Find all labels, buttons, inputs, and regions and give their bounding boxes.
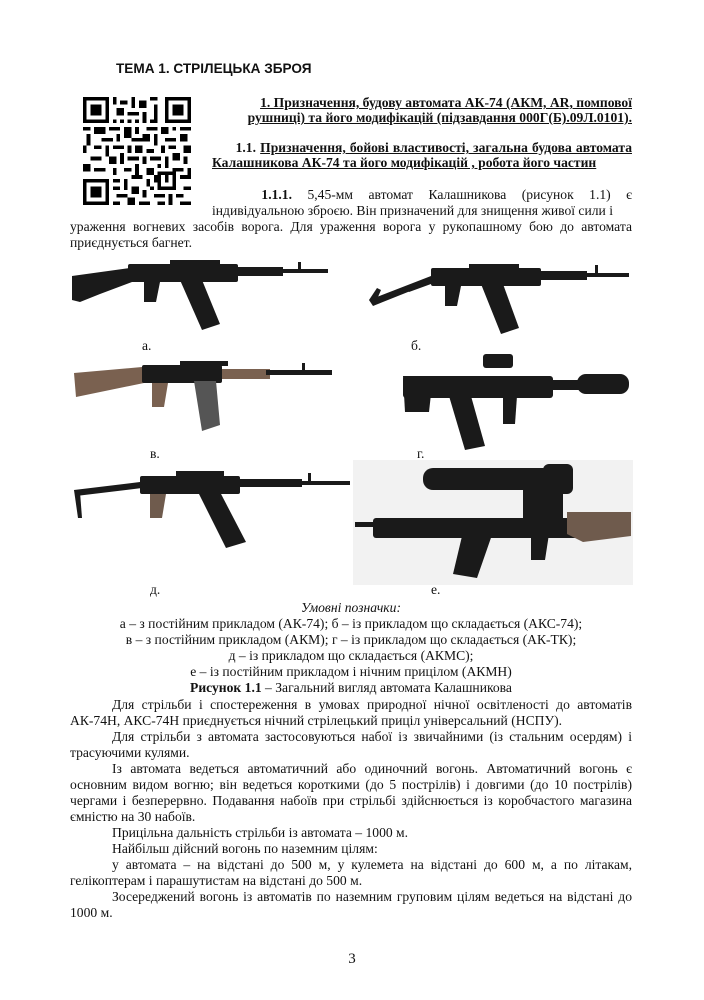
legend-line: в – з постійним прикладом (АКМ); г – із прикладом що складається (АК-ТК); [125,632,577,647]
figure-label-d: г. [417,446,425,461]
page-title: ТЕМА 1. СТРІЛЕЦЬКА ЗБРОЯ [116,61,312,76]
figure-caption-label: Рисунок 1.1 [190,680,262,695]
figure-label-a: а. [142,338,152,353]
figure-label-c: в. [150,446,160,461]
body-paragraph: Найбільш дійсний вогонь по наземним цілям: [112,841,378,856]
figure-label-b: б. [411,338,422,353]
legend-title: Умовні позначки: [300,600,401,615]
paragraph-intro-text-a: 5,45-мм автомат Калашникова (рисунок 1.1) є індивідуальною зброєю. Він призначений для знищення живої сили і [212,187,632,218]
rifle-image-e [70,462,352,552]
figure-caption [70,680,632,696]
body-paragraph: у автомата – на відстані до 500 м, у кулемета на відстані до 600 м, а по літакам, гелікоптерам і парашутистам на відстані до 500 м. [70,857,632,888]
body-paragraph: Із автомата ведеться автоматичний або одиночний вогонь. Автоматичний вогонь є основним видом вогню; він ведеться короткими (до 5 пострілів) і довгими (до 10 пострілів) чергами і безперервно. Подавання набоїв при стрільбі здійснюється із коробчастого магазина ємністю на 30 набоїв. [70,761,632,824]
section-heading-text: 1. Призначення, будову автомата АК-74 (АКМ, АR, помпової рушниці) та його модифікацій (підзавдання 000Г(Б).09Л.0101). [247,95,632,125]
rifle-image-b [365,258,631,338]
rifle-image-d [393,352,633,452]
paragraph-intro [212,187,632,219]
subsection-heading [212,140,632,170]
body-paragraph: Зосереджений вогонь із автоматів по наземним груповим цілям ведеться на відстані до 1000 м. [70,889,632,920]
subsection-heading-text: Призначення, бойові властивості, загальна будова автомата Калашникова АК-74 та його модифікацій , робота його частин [212,140,632,170]
body-text [70,697,632,921]
body-paragraph: Для стрільби з автомата застосовуються набої із звичайними (із стальним осердям) і трасуючими кулями. [70,729,632,760]
rifle-image-f [353,460,633,585]
legend-line: д – із прикладом що складається (АКМС); [228,648,474,663]
paragraph-intro-continued: ураження вогневих засобів ворога. Для ураження ворога у рукопашному бою до автомата приєднується багнет. [70,219,632,250]
legend-line: а – з постійним прикладом (АК-74); б – із прикладом що складається (АКС-74); [119,616,583,631]
section-heading [212,95,632,125]
figure-legend [70,600,632,696]
subsection-number: 1.1. [235,140,256,155]
legend-line: е – із постійним прикладом і нічним прицілом (АКМН) [190,664,512,679]
figure-caption-text: – Загальний вигляд автомата Калашникова [261,680,512,695]
figure-label-f: е. [431,582,441,597]
page-number: 3 [348,951,356,967]
figure-label-e: д. [150,582,161,597]
qr-code [83,97,191,205]
paragraph-number: 1.1.1. [261,187,292,202]
rifle-image-c [70,357,338,439]
body-paragraph: Для стрільби і спостереження в умовах природної нічної освітленості до автоматів АК-74Н, АКС-74Н приєднується нічний стрілецький приціл універсальний (НСПУ). [70,697,632,728]
rifle-image-a [70,256,332,336]
body-paragraph: Прицільна дальність стрільби із автомата – 1000 м. [112,825,409,840]
